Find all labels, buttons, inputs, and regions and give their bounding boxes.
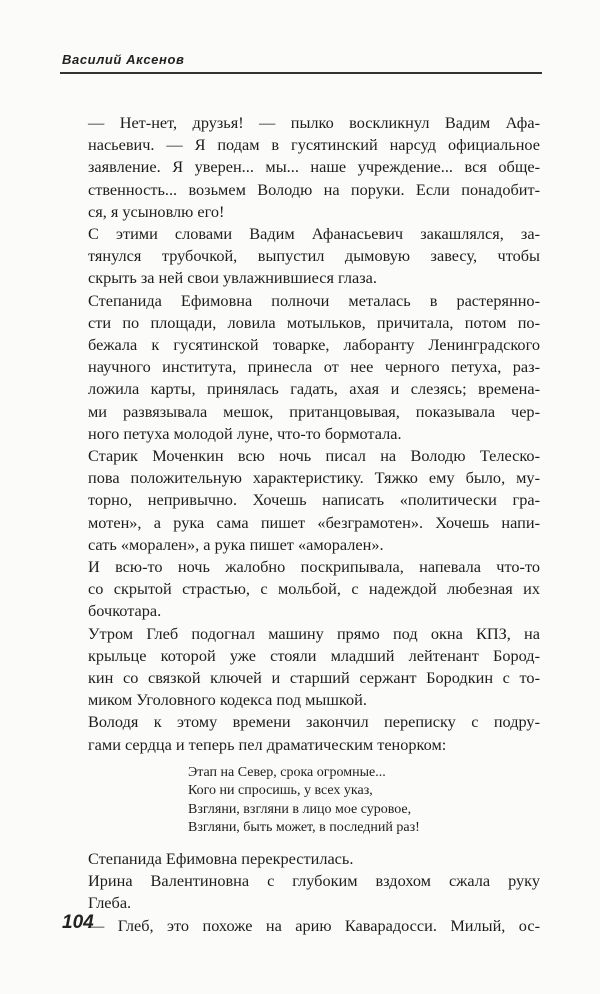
verse-line: Взгляни, быть может, в последний раз! [188, 820, 420, 836]
verse-line: Кого ни спросишь, у всех указ, [188, 783, 373, 799]
text-line: Володя к этому времени закончил переписку с подру- [88, 712, 540, 732]
text-line: торно, непривычно. Хочешь написать «политически гра- [88, 490, 540, 510]
text-line: ложила карты, принялась гадать, ахая и слезясь; времена- [88, 379, 540, 399]
paragraph-10 [88, 915, 540, 937]
text-line: мотен», а рука сама пишет «безграмотен». Хочешь напи- [88, 512, 540, 532]
paragraph-1 [88, 112, 540, 223]
text-line: Степанида Ефимовна перекрестилась. [88, 848, 354, 868]
text-line: крыльце которой уже стояли младший лейтенант Бород- [88, 645, 540, 665]
paragraph-9 [88, 870, 540, 914]
paragraph-8 [88, 848, 540, 870]
text-line: Степанида Ефимовна полночи металась в растерянно- [88, 290, 540, 310]
text-line: Утром Глеб подогнал машину прямо под окна КПЗ, на [88, 623, 540, 643]
text-line: насьевич. — Я подам в гусятинский нарсуд официальное [88, 135, 540, 155]
text-line: бежала к гусятинской товарке, лаборанту Ленинградского [88, 335, 540, 355]
text-line: научного института, принесла от нее черного петуха, раз- [88, 357, 540, 377]
page-body [88, 112, 540, 937]
text-line: Глеба. [88, 893, 132, 913]
paragraph-2 [88, 223, 540, 290]
text-line: со скрытой страстью, с мольбой, с надеждой любезная их [88, 579, 540, 599]
text-line: сти по площади, ловила мотыльков, причитала, потом по- [88, 312, 540, 332]
text-line: — Глеб, это похоже на арию Каварадосси. Милый, ос- [88, 915, 540, 935]
text-line: миком Уголовного кодекса под мышкой. [88, 690, 367, 710]
text-line: ми развязывала мешок, пританцовывая, показывала чер- [88, 401, 540, 421]
song-verse [188, 764, 540, 838]
text-line: скрыть за ней свои увлажнившиеся глаза. [88, 268, 377, 288]
text-line: ственность... возьмем Володю на поруки. Если понадобит- [88, 179, 540, 199]
text-line: заявление. Я уверен... мы... наше учреждение... вся обще- [88, 157, 540, 177]
text-line: сать «морален», а рука пишет «аморален». [88, 534, 384, 554]
text-line: бочкотара. [88, 601, 162, 621]
header-rule [60, 72, 542, 74]
text-line: И всю-то ночь жалобно поскрипывала, напевала что-то [88, 557, 540, 577]
text-line: Старик Моченкин всю ночь писал на Володю Телеско- [88, 446, 540, 466]
text-line: Ирина Валентиновна с глубоким вздохом сжала руку [88, 871, 540, 891]
verse-line: Этап на Север, срока огромные... [188, 764, 386, 780]
text-line: кин со связкой ключей и старший сержант Бородкин с то- [88, 668, 540, 688]
text-line: — Нет-нет, друзья! — пылко воскликнул Вадим Афа- [88, 113, 540, 132]
text-line: пова положительную характеристику. Тяжко ему было, му- [88, 468, 540, 488]
text-line: С этими словами Вадим Афанасьевич закашлялся, за- [88, 224, 540, 244]
paragraph-7 [88, 711, 540, 755]
paragraph-3 [88, 290, 540, 445]
running-head-author: Василий Аксенов [62, 52, 185, 67]
paragraph-5 [88, 556, 540, 623]
text-line: ся, я усыновлю его! [88, 201, 225, 221]
text-line: ного петуха молодой луне, что-то бормотала. [88, 423, 402, 443]
text-line: гами сердца и теперь пел драматическим тенорком: [88, 734, 447, 754]
paragraph-4 [88, 445, 540, 556]
text-line: тянулся трубочкой, выпустил дымовую завесу, чтобы [88, 246, 540, 266]
page-number: 104 [62, 912, 94, 933]
paragraph-6 [88, 623, 540, 712]
verse-line: Взгляни, взгляни в лицо мое суровое, [188, 801, 412, 817]
